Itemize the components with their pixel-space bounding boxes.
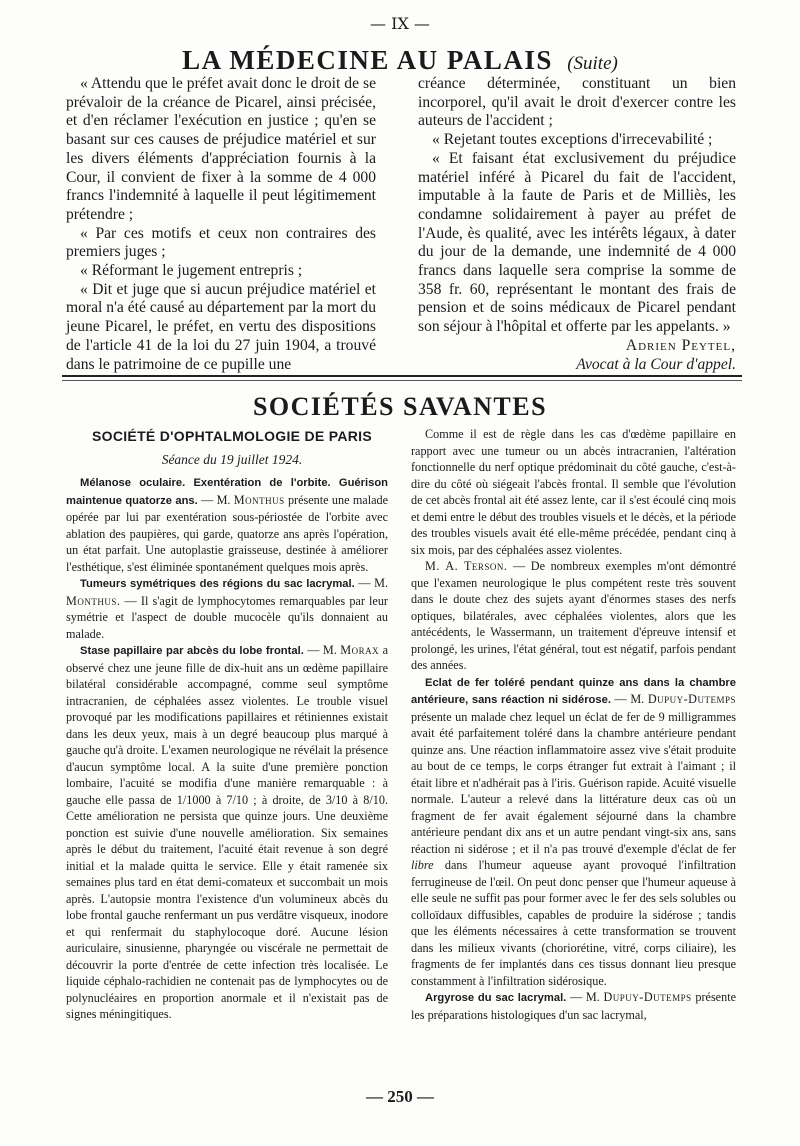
section-divider-thick <box>62 375 742 377</box>
author-name: Monthus. <box>66 593 121 608</box>
communication-heading: Stase papillaire par abcès du lobe frontal. <box>80 645 304 657</box>
signature-name: Adrien Peytel, <box>625 336 736 354</box>
society-name: SOCIÉTÉ D'OPHTALMOLOGIE DE PARIS <box>92 428 372 444</box>
judgment-paragraph: « Par ces motifs et ceux non contraires des premiers juges ; <box>66 224 376 261</box>
communication-paragraph <box>411 989 736 1023</box>
communication-paragraph <box>66 575 388 642</box>
right-text-column <box>411 426 736 1023</box>
author-name: M. A. Terson. <box>425 559 508 573</box>
dash: — M. <box>354 576 388 590</box>
dash: — M. <box>197 492 234 507</box>
communication-paragraph <box>411 674 736 990</box>
author-name: Morax <box>340 643 380 657</box>
communication-text: dans l'humeur aqueuse ayant provoqué l'infiltration ferrugineuse de l'œil. On peut donc penser que l'humeur aqueuse à elle seule ne suffit pas pour former avec le fer des sels solubles ou colloïdaux diffusibles, capables de produire la sidérose ; tandis que les éléments nécessaires à cette transformation se trouvent dans les milieux vivants (choriorétine, vitré, corps ciliaire), les fragments de fer implantés dans ces tissus donnant lieu presque constamment à l'infiltration sidérosique. <box>411 858 736 988</box>
communication-text: présente les préparations histologiques d'un sac lacrymal, <box>411 990 736 1022</box>
article-title-suite: (Suite) <box>567 53 618 74</box>
article-title <box>0 45 800 76</box>
communication-text: a observé chez une jeune fille de dix-huit ans un œdème papillaire bilatéral considérable accompagné, comme seul symptôme intracranien, de céphalées assez violentes. Le trouble visuel provoqué par les modifications papillaires et rétiniennes existait dans les deux yeux, mais à un degré beaucoup plus marqué à gauche qu'à droite. L'examen neurologique ne révélait la présence d'aucun symptôme local. A la suite d'une première ponction lombaire, l'acuité se modifia d'une manière remarquable : à gauche elle passa de 1/1000 à 7/10 ; à droite, de 3/10 à 8/10. Cette amélioration ne persista que quinze jours. Une deuxième ponction est suivie d'une nouvelle amélioration. Six semaines après le début du traitement, l'acuité était revenue à son degré initial et la malade quitta le service. Elle y était ramenée six semaines plus tard en état demi-comateux et succombait un mois après. L'autopsie montra l'existence d'un volumineux abcès du lobe frontal gauche renfermant un pus verdâtre visqueux, inodore et qui renfermait du staphylocoque doré. Aucune lésion auriculaire, sinusienne, pharyngée ou viscérale ne permettait de découvrir la porte d'entrée de cette infection très localisée. Le liquide céphalo-rachidien ne contenait pas de lymphocytes ou de polynucléaires en proportion anormale et il n'existait pas de signes méningitiques. <box>66 643 388 1021</box>
dash: — M. <box>566 990 604 1004</box>
judgment-left-column <box>66 75 376 374</box>
communication-text: — Il s'agit de lymphocytomes remarquables par leur symétrie et l'aspect de double mucocèle qu'ils donnaient au malade. <box>66 593 388 641</box>
judgment-paragraph: créance déterminée, constituant un bien incorporel, qu'il avait le droit d'exercer contre les auteurs de l'accident ; <box>418 75 736 130</box>
page-number-roman: — IX — <box>370 14 430 33</box>
communication-paragraph <box>66 642 388 1023</box>
dash: — M. <box>610 692 648 706</box>
communication-text: — De nombreux exemples m'ont démontré que l'examen neurologique le plus compétent reste très souvent dans le doute chez des sujets ayant d'énormes stases des nerfs optiques, bilatérales, avec céphalées violentes, alors que les antécédents, le Wassermann, un traitement d'épreuve intensif et prolongé, les urines, l'état général, tout est négatif, parfois pendant des années. <box>411 559 736 672</box>
section-divider-thin <box>62 380 742 381</box>
session-date: Séance du 19 juillet 1924. <box>161 452 303 467</box>
communication-paragraph <box>411 558 736 674</box>
judgment-paragraph: « Rejetant toutes exceptions d'irrecevabilité ; <box>432 131 713 149</box>
left-text-column <box>66 474 388 1023</box>
author-name: Dupuy-Dutemps <box>647 692 736 706</box>
judgment-right-column <box>418 75 736 374</box>
author-name: Dupuy-Dutemps <box>603 990 692 1004</box>
communication-paragraph <box>66 474 388 575</box>
page-number: — 250 — <box>366 1087 434 1106</box>
signature-title: Avocat à la Cour d'appel. <box>576 355 736 373</box>
section-title: SOCIÉTÉS SAVANTES <box>252 392 548 421</box>
communication-text: présente un malade chez lequel un éclat de fer de 9 milligrammes avait été parfaitement toléré dans la chambre antérieure pendant quinze ans. Une réaction inflammatoire assez vive s'était produite au bout de ce temps, le corps étranger fut extrait à l'aimant ; il était libre et n'adhérait pas à l'iris. Guérison rapide. Acuité visuelle normale. L'auteur a relevé dans la littérature deux cas où un fragment de fer avait également séjourné dans la chambre antérieure pendant dix ans et un autre pendant vingt-six ans, sans réaction ni sidérose ; et il n'a pas trouvé d'exemple d'éclat de fer <box>411 709 736 856</box>
italic-word: libre <box>411 858 434 872</box>
judgment-paragraph: « Dit et juge que si aucun préjudice matériel et moral n'a été causé au département par la mort du jeune Picarel, le préfet, en vertu des dispositions de l'article 41 de la loi du 27 juin 1904, a trouvé dans le patrimoine de ce pupille une <box>66 280 376 373</box>
communication-heading: Tumeurs symétriques des régions du sac lacrymal. <box>80 578 355 590</box>
article-title-text: LA MÉDECINE AU PALAIS <box>182 45 553 75</box>
judgment-paragraph: « Et faisant état exclusivement du préjudice matériel inféré à Picarel du fait de l'accident, imputable à la faute de Paris et de Milliès, les condamne solidairement à payer au préfet de l'Aude, ès qualité, avec les intérêts légaux, à dater du jour de la demande, une indemnité de 4 000 francs dans laquelle sera comprise la somme de 358 fr. 60, représentant le montant des frais de pension et de soins médicaux de Picarel pendant son séjour à l'hôpital et offerte par les appelants. » <box>418 149 736 336</box>
judgment-paragraph: « Réformant le jugement entrepris ; <box>80 262 303 280</box>
communication-heading: Eclat de fer toléré pendant quinze ans dans la chambre antérieure, sans réaction ni sidérose. <box>411 676 736 706</box>
communication-heading: Argyrose du sac lacrymal. <box>425 992 567 1004</box>
judgment-paragraph: « Attendu que le préfet avait donc le droit de se prévaloir de la créance de Picarel, ainsi précisée, et d'en réclamer l'exécution en justice ; qu'en se basant sur ces causes de préjudice matériel et sur les divers éléments d'appréciation fournis à la Cour, il convient de fixer à la somme de 4 000 francs l'indemnité à laquelle il peut légitimement prétendre ; <box>66 75 376 223</box>
communication-paragraph: Comme il est de règle dans les cas d'œdème papillaire en rapport avec une tumeur ou un abcès intracranien, l'altération fonctionnelle du nerf optique prédominait du côté gauche, c'est-à-dire du côté où siégeait l'abcès frontal. Il semble que l'évolution de cet abcès frontal ait été assez lente, car il s'est écoulé cinq mois et demi entre le début des troubles visuels et le décès, et la période des troubles visuels avait été elle-même précédée, pendant cinq à six mois, par des céphalées assez violentes. <box>411 427 736 557</box>
communication-text: présente une malade opérée par lui par exentération sous-périostée de l'orbite avec ablation des paupières, qui garde, quatorze ans après l'opération, un état parfait. Une autoplastie graisseuse, destinée à améliorer l'esthétique, s'est éliminée spontanément quelques mois après. <box>66 492 389 574</box>
communication-heading: Mélanose oculaire. Exentération de l'orbite. Guérison maintenue quatorze ans. <box>66 477 388 507</box>
author-name: Monthus <box>233 492 285 507</box>
dash: — M. <box>303 643 341 657</box>
